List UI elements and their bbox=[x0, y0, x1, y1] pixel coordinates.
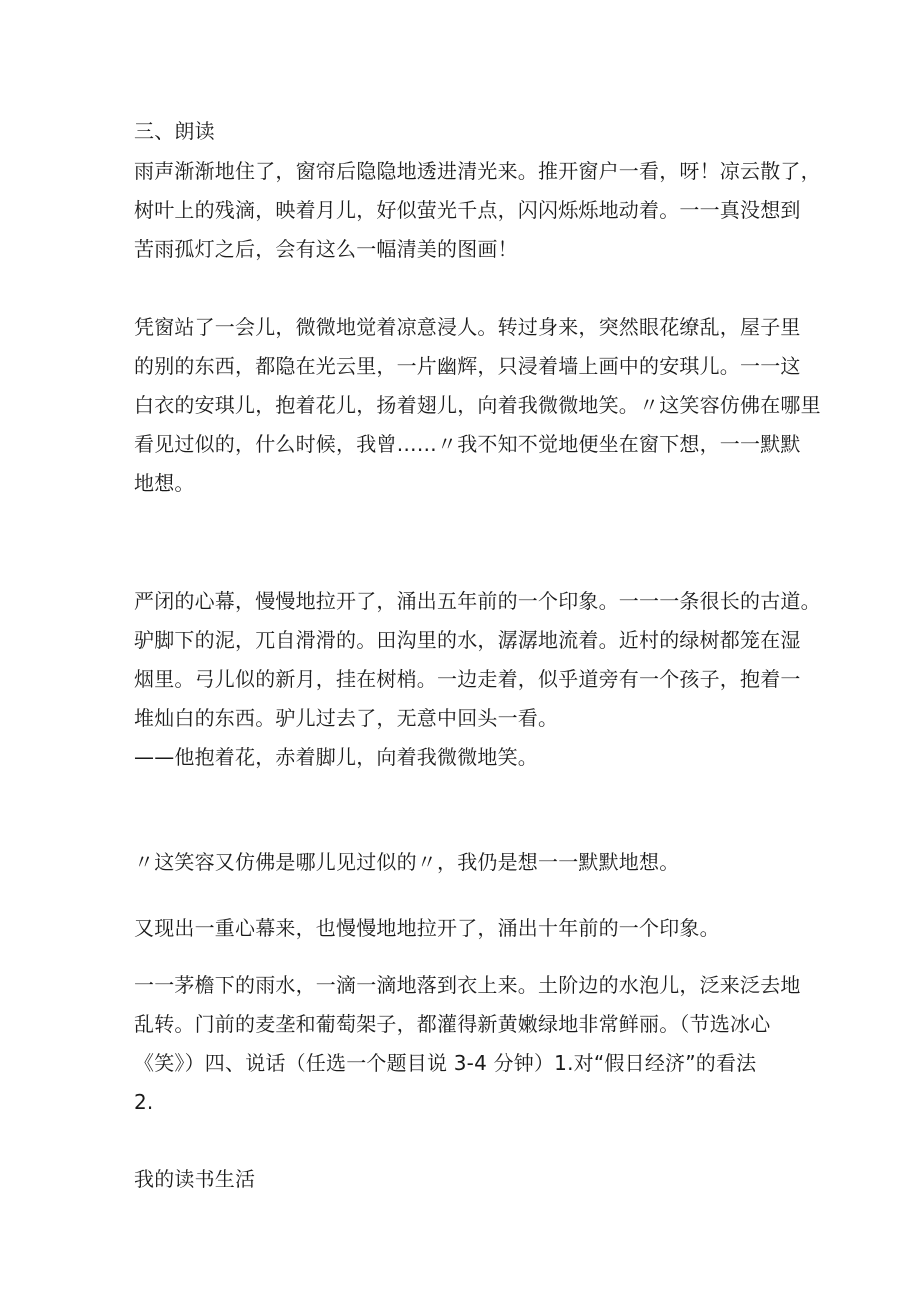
paragraph-2 bbox=[134, 308, 821, 503]
text-line: 驴脚下的泥，兀自滑滑的。田沟里的水，潺潺地流着。近村的绿树都笼在湿 bbox=[134, 628, 801, 652]
paragraph-4 bbox=[134, 843, 794, 882]
text-line: 我的读书生活 bbox=[134, 1167, 256, 1191]
text-line: 的别的东西，都隐在光云里，一片幽辉，只浸着墙上画中的安琪儿。一一这 bbox=[134, 354, 801, 378]
text-line: 看见过似的，什么时候，我曾……〃我不知不觉地便坐在窗下想，一一默默 bbox=[134, 432, 801, 456]
text-line: 地想。 bbox=[134, 471, 195, 495]
text-line: 一一茅檐下的雨水，一滴一滴地落到衣上来。土阶边的水泡儿，泛来泛去地 bbox=[134, 973, 801, 997]
text-line: 堆灿白的东西。驴儿过去了，无意中回头一看。 bbox=[134, 706, 559, 730]
text-line: 2. bbox=[134, 1090, 154, 1114]
paragraph-5 bbox=[134, 909, 794, 948]
paragraph-6 bbox=[134, 966, 801, 1122]
paragraph-7 bbox=[134, 1160, 794, 1199]
text-line: 雨声渐渐地住了，窗帘后隐隐地透进清光来。推开窗户一看，呀！凉云散了， bbox=[134, 159, 821, 183]
text-line: 又现出一重心幕来，也慢慢地地拉开了，涌出十年前的一个印象。 bbox=[134, 916, 720, 940]
text-line: 乱转。门前的麦垄和葡萄架子，都灌得新黄嫩绿地非常鲜丽。（节选冰心 bbox=[134, 1012, 771, 1036]
text-line: 树叶上的残滴，映着月儿，好似萤光千点，闪闪烁烁地动着。一一真没想到 bbox=[134, 198, 801, 222]
text-line: 白衣的安琪儿，抱着花儿，扬着翅儿，向着我微微地笑。〃这笑容仿佛在哪里 bbox=[134, 393, 821, 417]
text-line: 苦雨孤灯之后，会有这么一幅清美的图画！ bbox=[134, 237, 518, 261]
text-line: 〃这笑容又仿佛是哪儿见过似的〃，我仍是想一一默默地想。 bbox=[134, 850, 680, 874]
text-line: 凭窗站了一会儿，微微地觉着凉意浸人。转过身来，突然眼花缭乱，屋子里 bbox=[134, 315, 801, 339]
text-line: ——他抱着花，赤着脚儿，向着我微微地笑。 bbox=[134, 745, 538, 769]
section-title: 三、朗读 bbox=[134, 119, 215, 143]
text-line: 《笑》）四、说话（任选一个题目说 3-4 分钟）1.对“假日经济”的看法 bbox=[134, 1051, 757, 1075]
paragraph-1 bbox=[134, 152, 821, 269]
text-line: 严闭的心幕，慢慢地拉开了，涌出五年前的一个印象。一一一条很长的古道。 bbox=[134, 589, 821, 613]
paragraph-3 bbox=[134, 582, 821, 777]
text-line: 烟里。弓儿似的新月，挂在树梢。一边走着，似乎道旁有一个孩子，抱着一 bbox=[134, 667, 801, 691]
section-title-reading bbox=[134, 112, 794, 151]
